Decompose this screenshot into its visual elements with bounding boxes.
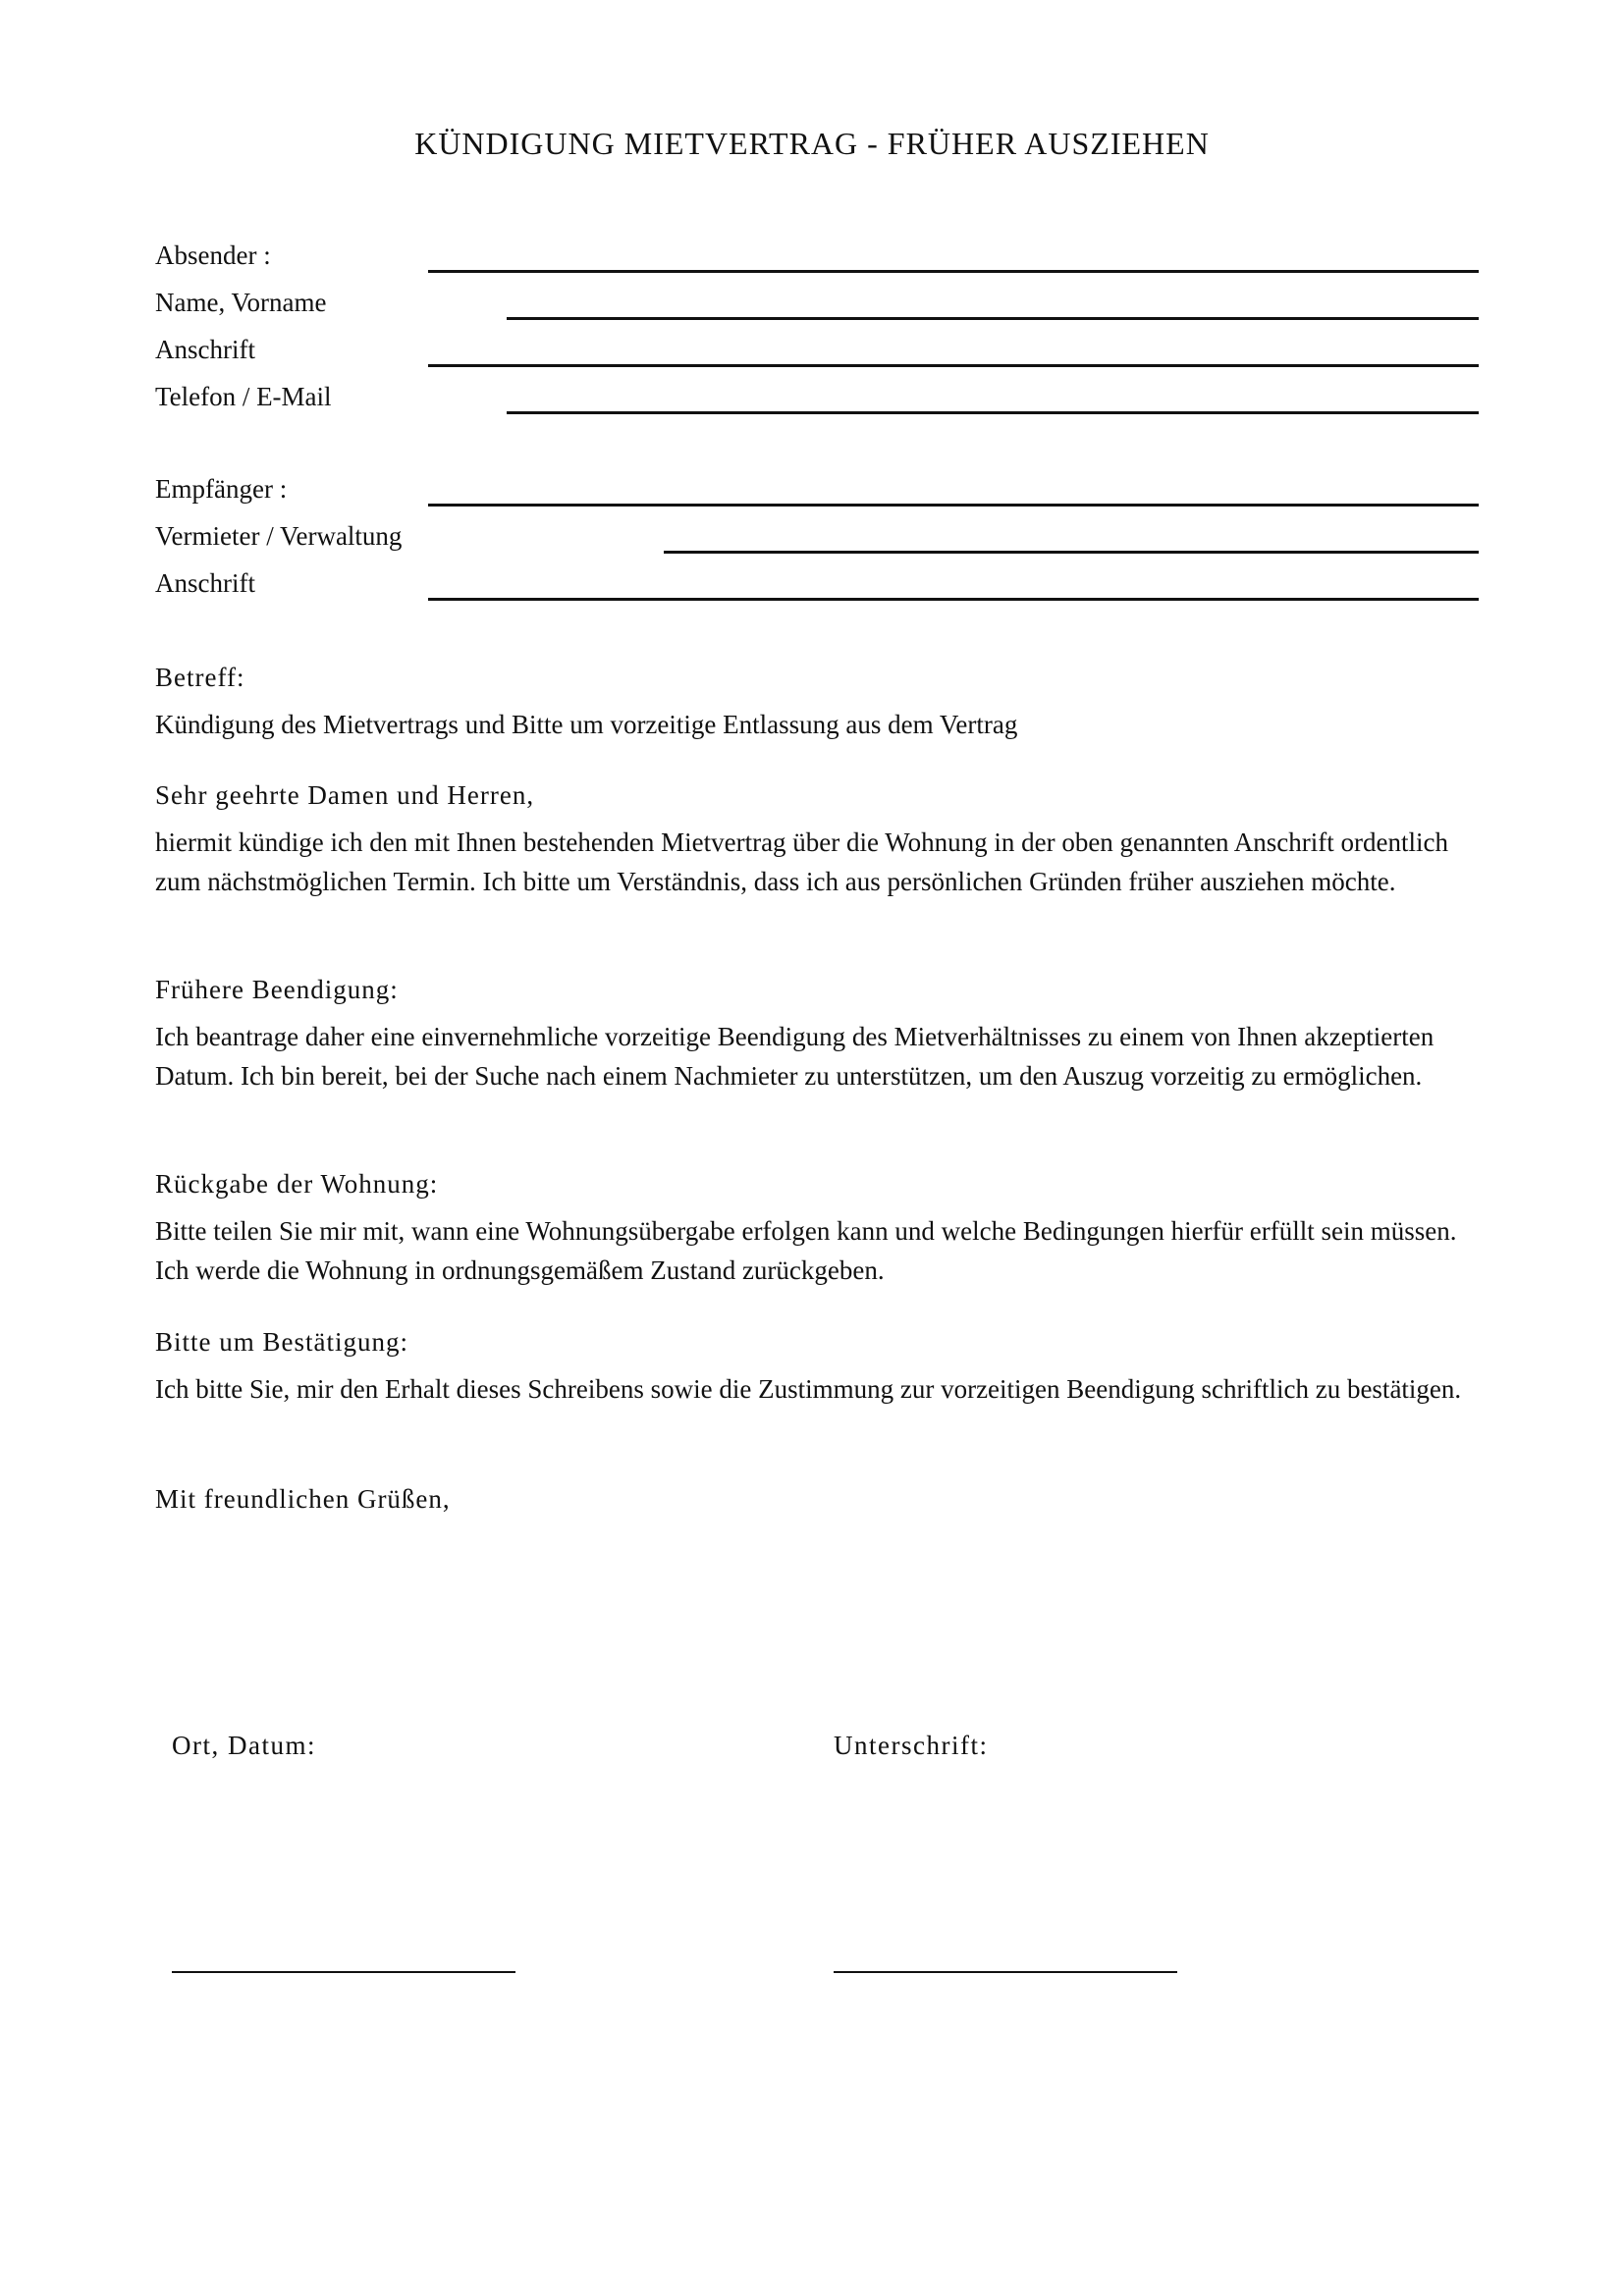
signature-line[interactable] xyxy=(834,1971,1177,1973)
section-confirmation-heading: Bitte um Bestätigung: xyxy=(155,1327,408,1357)
closing: Mit freundlichen Grüßen, xyxy=(155,1484,451,1514)
sender-line[interactable] xyxy=(428,270,1479,273)
section-handover-heading: Rückgabe der Wohnung: xyxy=(155,1169,439,1199)
sender-contact-line[interactable] xyxy=(507,411,1479,414)
document-title: KÜNDIGUNG MIETVERTRAG - FRÜHER AUSZIEHEN xyxy=(414,126,1210,161)
intro-paragraph: hiermit kündige ich den mit Ihnen bestehenden Mietvertrag über die Wohnung in der oben genannten Anschrift ordentlich zum nächstmöglichen Termin. Ich bitte um Verständnis, dass ich aus persönlichen Gründen früher ausziehen möchte. xyxy=(155,828,1448,896)
section-confirmation-text: Ich bitte Sie, mir den Erhalt dieses Schreibens sowie die Zustimmung zur vorzeitigen Beendigung schriftlich zu bestätigen. xyxy=(155,1374,1462,1404)
section-early-termination-text: Ich beantrage daher eine einvernehmliche vorzeitige Beendigung des Mietverhältnisses zu einem von Ihnen akzeptierten Datum. Ich bin bereit, bei der Suche nach einem Nachmieter zu unterstützen, um den Auszug vorzeitig zu ermöglichen. xyxy=(155,1022,1435,1091)
signature-label: Unterschrift: xyxy=(834,1731,989,1760)
recipient-address-label: Anschrift xyxy=(155,568,255,598)
recipient-landlord-line[interactable] xyxy=(664,551,1479,554)
sender-name-line[interactable] xyxy=(507,317,1479,320)
subject-text: Kündigung des Mietvertrags und Bitte um vorzeitige Entlassung aus dem Vertrag xyxy=(155,710,1018,739)
recipient-landlord-label: Vermieter / Verwaltung xyxy=(155,521,403,551)
recipient-heading: Empfänger : xyxy=(155,474,288,504)
recipient-line[interactable] xyxy=(428,504,1479,507)
place-date-line[interactable] xyxy=(172,1971,515,1973)
recipient-address-line[interactable] xyxy=(428,598,1479,601)
sender-contact-label: Telefon / E-Mail xyxy=(155,382,332,411)
sender-address-line[interactable] xyxy=(428,364,1479,367)
place-date-label: Ort, Datum: xyxy=(172,1731,316,1760)
sender-heading: Absender : xyxy=(155,240,271,270)
section-handover-text: Bitte teilen Sie mir mit, wann eine Wohnungsübergabe erfolgen kann und welche Bedingungen hierfür erfüllt sein müssen. Ich werde die Wohnung in ordnungsgemäßem Zustand zurückgeben. xyxy=(155,1216,1457,1285)
subject-heading: Betreff: xyxy=(155,663,245,692)
sender-name-label: Name, Vorname xyxy=(155,288,327,317)
salutation: Sehr geehrte Damen und Herren, xyxy=(155,780,535,810)
sender-address-label: Anschrift xyxy=(155,335,255,364)
section-early-termination-heading: Frühere Beendigung: xyxy=(155,975,399,1004)
